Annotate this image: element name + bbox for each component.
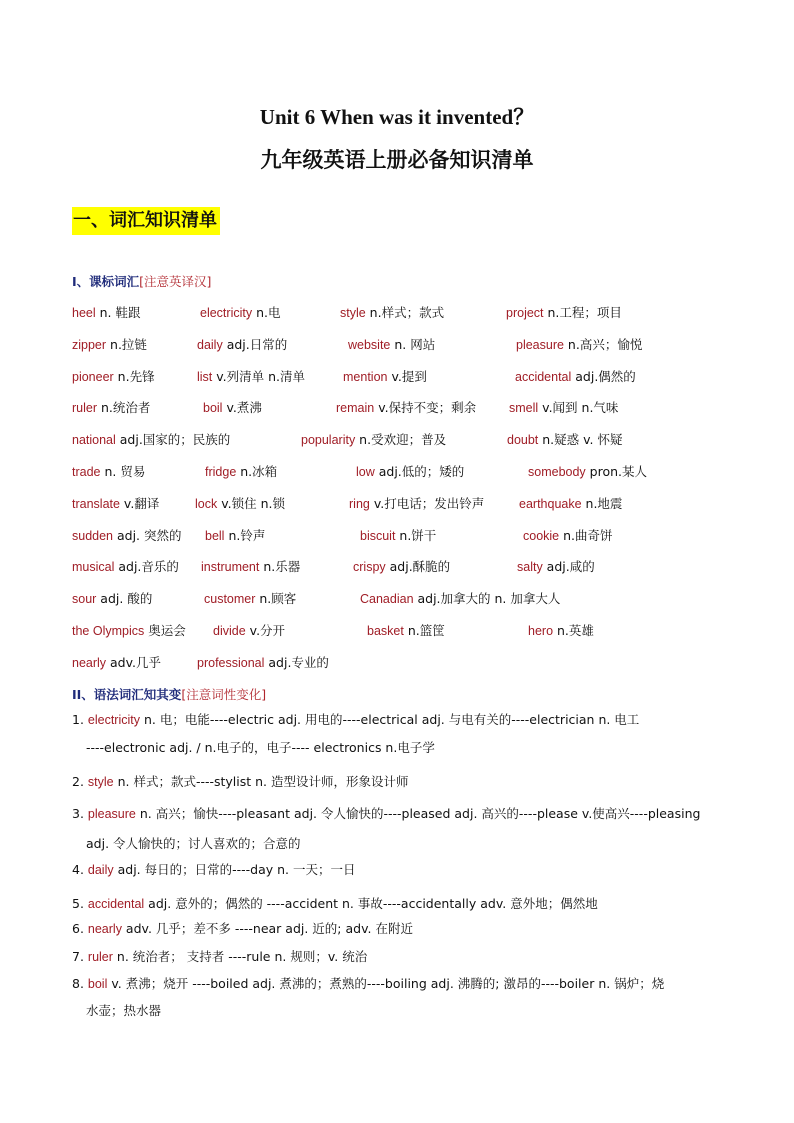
vocab-row <box>0 589 794 609</box>
vocab-row <box>0 462 794 482</box>
vocab-row <box>0 621 794 641</box>
vocab-entry: pioneer n.先锋 <box>72 369 155 384</box>
vocab-entry: translate v.翻译 <box>72 496 160 511</box>
vocab-entry: list v.列清单 n.清单 <box>197 369 306 384</box>
vocab-entry: somebody pron.某人 <box>528 464 648 479</box>
grammar-item: 7. ruler n. 统治者； 支持者 ----rule n. 规则；v. 统治 <box>72 949 368 964</box>
vocab-entry: sudden adj. 突然的 <box>72 528 182 543</box>
title-chinese: 九年级英语上册必备知识清单 <box>260 147 534 172</box>
subheading-grammar-vocab <box>72 685 266 703</box>
grammar-item: 3. pleasure n. 高兴；愉快----pleasant adj. 令人愉快的----pleased adj. 高兴的----please v.使高兴----pleasing <box>72 806 701 821</box>
vocab-entry: electricity n.电 <box>200 305 281 320</box>
vocab-entry: popularity n.受欢迎；普及 <box>301 432 447 447</box>
vocab-entry: nearly adv.几乎 <box>72 655 162 670</box>
subheading-label: I、课标词汇 <box>72 274 140 289</box>
vocab-entry: crispy adj.酥脆的 <box>353 559 451 574</box>
grammar-item-continuation: ----electronic adj. / n.电子的，电子---- electronics n.电子学 <box>86 740 435 755</box>
vocab-entry: hero n.英雄 <box>528 623 594 638</box>
vocab-entry: salty adj.咸的 <box>517 559 595 574</box>
grammar-item: 2. style n. 样式；款式----stylist n. 造型设计师，形象设计师 <box>72 774 409 789</box>
vocab-entry: remain v.保持不变；剩余 <box>336 400 477 415</box>
grammar-item: 6. nearly adv. 几乎；差不多 ----near adj. 近的; adv. 在附近 <box>72 921 413 936</box>
vocab-entry: doubt n.疑惑 v. 怀疑 <box>507 432 623 447</box>
vocab-entry: style n.样式；款式 <box>340 305 445 320</box>
vocab-entry: biscuit n.饼干 <box>360 528 437 543</box>
vocab-entry: mention v.提到 <box>343 369 427 384</box>
vocab-entry: basket n.篮筐 <box>367 623 445 638</box>
vocab-entry: low adj.低的；矮的 <box>356 464 465 479</box>
grammar-item: 8. boil v. 煮沸；烧开 ----boiled adj. 煮沸的；煮熟的----boiling adj. 沸腾的; 激昂的----boiler n. 锅炉；烧 <box>72 976 665 991</box>
vocab-row <box>0 494 794 514</box>
vocab-entry: Canadian adj.加拿大的 n. 加拿大人 <box>360 591 561 606</box>
vocab-entry: zipper n.拉链 <box>72 337 147 352</box>
title-english: Unit 6 When was it invented？ <box>259 105 535 129</box>
vocab-entry: musical adj.音乐的 <box>72 559 179 574</box>
vocab-entry: cookie n.曲奇饼 <box>523 528 613 543</box>
vocab-row <box>0 653 794 673</box>
vocab-entry: boil v.煮沸 <box>203 400 262 415</box>
section-heading-vocabulary: 一、词汇知识清单 <box>72 207 220 235</box>
vocab-entry: pleasure n.高兴；愉悦 <box>516 337 643 352</box>
grammar-item: 1. electricity n. 电；电能----electric adj. 用电的----electrical adj. 与电有关的----electrician n. 电工 <box>72 712 640 727</box>
vocab-row <box>0 398 794 418</box>
vocab-row <box>0 367 794 387</box>
grammar-item-continuation: adj. 令人愉快的；讨人喜欢的；合意的 <box>86 836 301 851</box>
subheading-note: [注意词性变化] <box>181 687 267 702</box>
vocab-entry: website n. 网站 <box>348 337 436 352</box>
vocab-entry: lock v.锁住 n.锁 <box>195 496 285 511</box>
vocab-row <box>0 430 794 450</box>
vocab-entry: professional adj.专业的 <box>197 655 329 670</box>
vocab-entry: ring v.打电话；发出铃声 <box>349 496 485 511</box>
vocab-entry: the Olympics 奥运会 <box>72 623 186 638</box>
grammar-item: 4. daily adj. 每日的；日常的----day n. 一天；一日 <box>72 862 356 877</box>
vocab-entry: fridge n.冰箱 <box>205 464 278 479</box>
vocab-entry: trade n. 贸易 <box>72 464 146 479</box>
vocab-row <box>0 557 794 577</box>
grammar-item: 5. accidental adj. 意外的；偶然的 ----accident n. 事故----accidentally adv. 意外地；偶然地 <box>72 896 598 911</box>
subheading-note: [注意英译汉] <box>139 274 212 289</box>
vocab-entry: daily adj.日常的 <box>197 337 288 352</box>
vocab-entry: earthquake n.地震 <box>519 496 623 511</box>
vocab-entry: smell v.闻到 n.气味 <box>509 400 619 415</box>
subheading-label: II、语法词汇知其变 <box>72 687 182 702</box>
vocab-row <box>0 335 794 355</box>
vocab-entry: sour adj. 酸的 <box>72 591 153 606</box>
vocab-entry: heel n. 鞋跟 <box>72 305 141 320</box>
vocab-entry: customer n.顾客 <box>204 591 297 606</box>
subheading-curriculum-vocab <box>72 272 211 290</box>
vocab-entry: accidental adj.偶然的 <box>515 369 636 384</box>
vocab-entry: instrument n.乐器 <box>201 559 301 574</box>
vocab-entry: project n.工程；项目 <box>506 305 622 320</box>
grammar-item-continuation: 水壶；热水器 <box>86 1003 162 1018</box>
vocab-entry: divide v.分开 <box>213 623 286 638</box>
vocab-row <box>0 303 794 323</box>
vocab-entry: national adj.国家的；民族的 <box>72 432 231 447</box>
vocab-row <box>0 526 794 546</box>
vocab-entry: ruler n.统治者 <box>72 400 151 415</box>
vocab-entry: bell n.铃声 <box>205 528 266 543</box>
